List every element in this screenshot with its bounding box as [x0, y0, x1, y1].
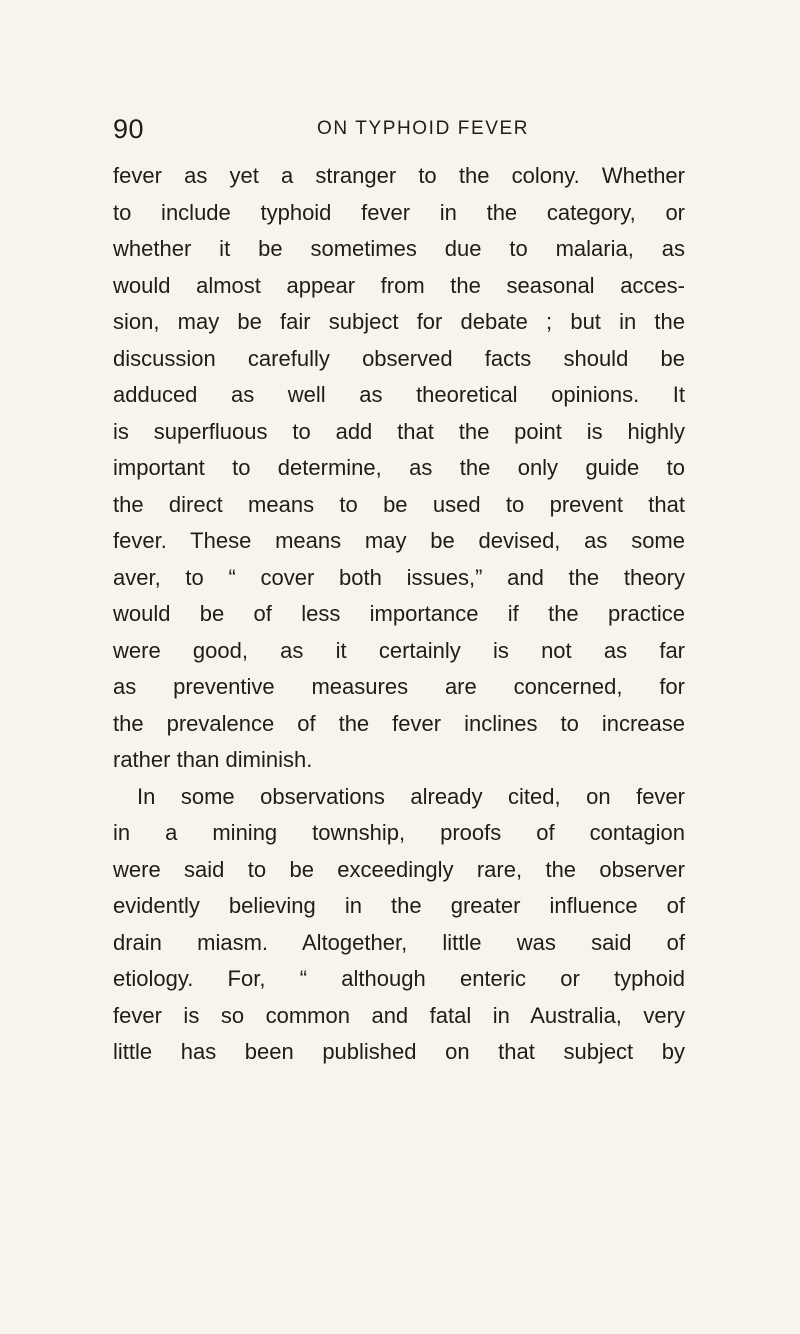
text-line: in a mining township, proofs of contagion: [113, 820, 685, 845]
text-line: important to determine, as the only guide to: [113, 455, 685, 480]
text-line: sion, may be fair subject for debate ; but in the: [113, 309, 685, 334]
paragraph-start-line: In some observations already cited, on fever: [137, 783, 685, 809]
text-line: would be of less importance if the practice: [113, 601, 685, 626]
text-line: would almost appear from the seasonal acces-: [113, 272, 685, 298]
running-head: ON TYPHOID FEVER: [317, 118, 530, 139]
text-line: evidently believing in the greater influence of: [113, 893, 685, 918]
text-line: fever. These means may be devised, as some: [113, 528, 685, 553]
text-line: the prevalence of the fever inclines to increase: [113, 710, 685, 736]
text-line: aver, to “ cover both issues,” and the theory: [113, 564, 685, 590]
text-line: the direct means to be used to prevent that: [113, 491, 685, 517]
text-line: were said to be exceedingly rare, the observer: [113, 856, 685, 882]
text-line: fever as yet a stranger to the colony. Whether: [113, 163, 685, 188]
text-line: fever is so common and fatal in Australia, very: [113, 1002, 685, 1028]
text-line: drain miasm. Altogether, little was said of: [113, 929, 685, 955]
text-line: as preventive measures are concerned, for: [113, 674, 685, 699]
body-text: [113, 158, 685, 1071]
text-line: little has been published on that subject by: [113, 1039, 685, 1064]
text-line: whether it be sometimes due to malaria, as: [113, 236, 685, 261]
text-line: etiology. For, “ although enteric or typhoid: [113, 966, 685, 991]
text-line: adduced as well as theoretical opinions. It: [113, 382, 685, 407]
text-line: is superfluous to add that the point is highly: [113, 418, 685, 444]
paragraph-end-line: rather than diminish.: [113, 747, 313, 772]
page-number: 90: [113, 114, 145, 144]
text-line: to include typhoid fever in the category, or: [113, 199, 685, 225]
text-line: discussion carefully observed facts should be: [113, 345, 685, 371]
page-header: [113, 114, 683, 144]
text-line: were good, as it certainly is not as far: [113, 637, 685, 663]
